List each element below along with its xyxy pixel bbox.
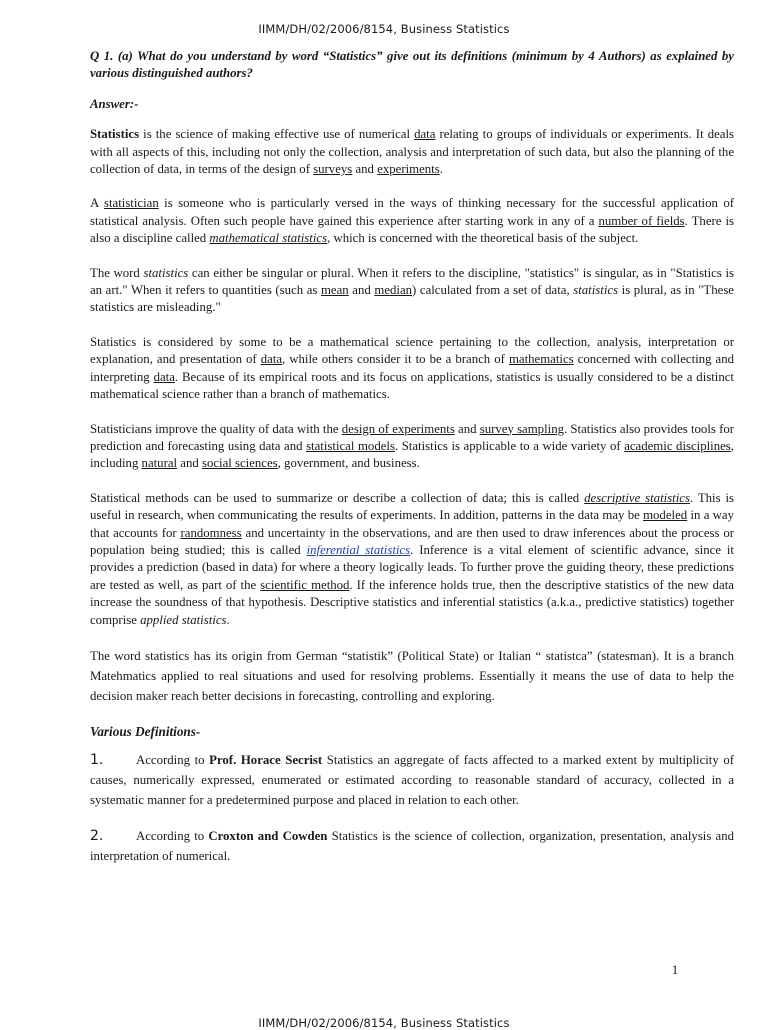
author-name: Prof. Horace Secrist xyxy=(209,753,323,768)
link-mean[interactable]: mean xyxy=(320,283,349,298)
text: relating to groups of individuals or experiments. It deals with all aspects of this, including not only the collection, analysis and interpretation of such data, but also the planning of the collection of data, in terms of the design of xyxy=(90,127,734,177)
link-data[interactable]: data xyxy=(153,369,175,384)
text: in a way that accounts for xyxy=(90,508,734,540)
definition-1 xyxy=(90,750,734,810)
answer-label: Answer:- xyxy=(90,96,139,111)
text: ) calculated from a set of data, xyxy=(412,283,574,298)
text: Statistical methods can be used to summarize or describe a collection of data; this is called xyxy=(90,490,585,505)
document-body xyxy=(90,48,734,882)
link-descriptive-statistics[interactable]: descriptive statistics xyxy=(584,490,690,505)
text: . This is useful in research, when communicating the results of experiments. In addition, patterns in the data may be xyxy=(90,490,735,523)
text: is someone who is particularly versed in the ways of thinking necessary for the successful application of statistical analysis. Often such people have gained this experience after starting work in any of a xyxy=(90,196,734,228)
emphasis: statistics xyxy=(143,265,189,280)
text: can either be singular or plural. When it refers to the discipline, "statistics" is singular, as in "Statistics is an art." When it refers to quantities (such as xyxy=(90,265,735,298)
text: . xyxy=(226,612,230,627)
paragraph-1 xyxy=(90,126,734,178)
text: , including xyxy=(90,438,734,471)
link-statistician[interactable]: statistician xyxy=(104,196,159,211)
text: Statistics is considered by some to be a mathematical science pertaining to the collection, analysis, interpretation or explanation, and presentation of xyxy=(90,334,734,367)
definition-2 xyxy=(90,826,734,866)
author-name: Croxton and Cowden xyxy=(208,829,328,844)
text: Statistics is the science of collection, organization, presentation, analysis and interpretation of numerical. xyxy=(90,829,735,864)
text: Statisticians improve the quality of data with the xyxy=(90,421,342,436)
text: , while others consider it to be a branch of xyxy=(282,352,509,367)
text: According to xyxy=(136,829,209,844)
text: Statistics an aggregate of facts affected to a marked extent by multiplicity of causes, numerically expressed, enumerated or estimated according to reasonable standard of accuracy, collected in a systematic manner for a predetermined purpose and placed in relation to each other. xyxy=(90,753,734,808)
link-statistical-models[interactable]: statistical models xyxy=(306,438,395,453)
link-inferential-statistics[interactable]: inferential statistics xyxy=(306,542,411,557)
paragraph-4 xyxy=(90,334,734,404)
list-number: 1. xyxy=(90,752,104,769)
term-statistics: Statistics xyxy=(90,127,140,142)
text: , government, and business. xyxy=(277,456,420,471)
link-median[interactable]: median xyxy=(374,283,413,298)
link-natural[interactable]: natural xyxy=(141,456,178,471)
text: and xyxy=(177,456,202,471)
text: . xyxy=(439,162,443,177)
link-mathematical-statistics[interactable]: mathematical statistics xyxy=(209,231,328,246)
link-randomness[interactable]: randomness xyxy=(180,525,242,540)
text: . Because of its empirical roots and its focus on applications, statistics is usually considered to be a distinct mathematical science rather than a branch of mathematics. xyxy=(90,369,734,402)
question-text: Q 1. (a) What do you understand by word “Statistics” give out its definitions (minimum by 4 Authors) as explained by various distinguished authors? xyxy=(90,49,734,81)
link-academic-disciplines[interactable]: academic disciplines xyxy=(624,438,731,453)
text: and xyxy=(348,283,375,298)
text: . There is also a discipline called xyxy=(90,213,734,246)
page-number: 1 xyxy=(671,962,679,977)
text: and xyxy=(352,162,378,177)
text: . Statistics is applicable to a wide variety of xyxy=(394,438,625,453)
link-social-sciences[interactable]: social sciences xyxy=(201,456,278,471)
text: concerned with collecting and interpreting xyxy=(90,352,735,384)
text: The word xyxy=(90,265,144,280)
text: . Inference is a vital element of scientific advance, since it provides a prediction (based in data) for where a theory logically leads. To further prove the guiding theory, these predictions are tested as well, as part of the xyxy=(90,542,734,592)
text: and xyxy=(454,421,480,436)
link-data[interactable]: data xyxy=(260,352,283,367)
text: is the science of making effective use of numerical xyxy=(139,127,415,142)
next-page-header: IIMM/DH/02/2006/8154, Business Statistics xyxy=(258,1016,510,1030)
paragraph-7: The word statistics has its origin from German “statistik” (Political State) or Italian “ statistca” (statesman). It is a branch Matehmatics applied to real situations and used for resolving problems. Essentially it means the use of data to help the decision maker reach better decisions in forecasting, controlling and exploring. xyxy=(90,648,734,703)
page-header: IIMM/DH/02/2006/8154, Business Statistics xyxy=(258,22,510,36)
link-number-of-fields[interactable]: number of fields xyxy=(598,213,685,228)
text: and uncertainty in the observations, and are then used to draw inferences about the process or population being studied; this is called xyxy=(90,525,734,557)
emphasis: statistics xyxy=(573,283,619,298)
paragraph-2 xyxy=(90,195,734,247)
paragraph-6 xyxy=(90,490,734,629)
paragraph-3 xyxy=(90,265,734,317)
paragraph-5 xyxy=(90,421,734,473)
list-number: 2. xyxy=(90,828,104,845)
emphasis: applied statistics xyxy=(140,612,227,627)
link-design-of-experiments[interactable]: design of experiments xyxy=(341,421,455,436)
link-surveys[interactable]: surveys xyxy=(313,162,353,177)
text: . If the inference holds true, then the descriptive statistics of the new data increase the soundness of that hypothesis. Descriptive statistics and inferential statistics (a.k.a., predictive statistics) together comprise xyxy=(90,577,734,627)
link-experiments[interactable]: experiments xyxy=(377,162,440,177)
text: According to xyxy=(136,753,210,768)
link-modeled[interactable]: modeled xyxy=(643,508,688,523)
text: . Statistics also provides tools for prediction and forecasting using data and xyxy=(90,421,734,453)
link-survey-sampling[interactable]: survey sampling xyxy=(479,421,564,436)
text: is plural, as in "These statistics are misleading." xyxy=(90,283,734,315)
definitions-heading: Various Definitions- xyxy=(90,723,201,739)
text: , which is concerned with the theoretical basis of the subject. xyxy=(327,231,639,246)
link-scientific-method[interactable]: scientific method xyxy=(260,577,350,592)
text: A xyxy=(90,196,104,211)
link-data[interactable]: data xyxy=(414,127,436,142)
link-mathematics[interactable]: mathematics xyxy=(508,352,574,367)
